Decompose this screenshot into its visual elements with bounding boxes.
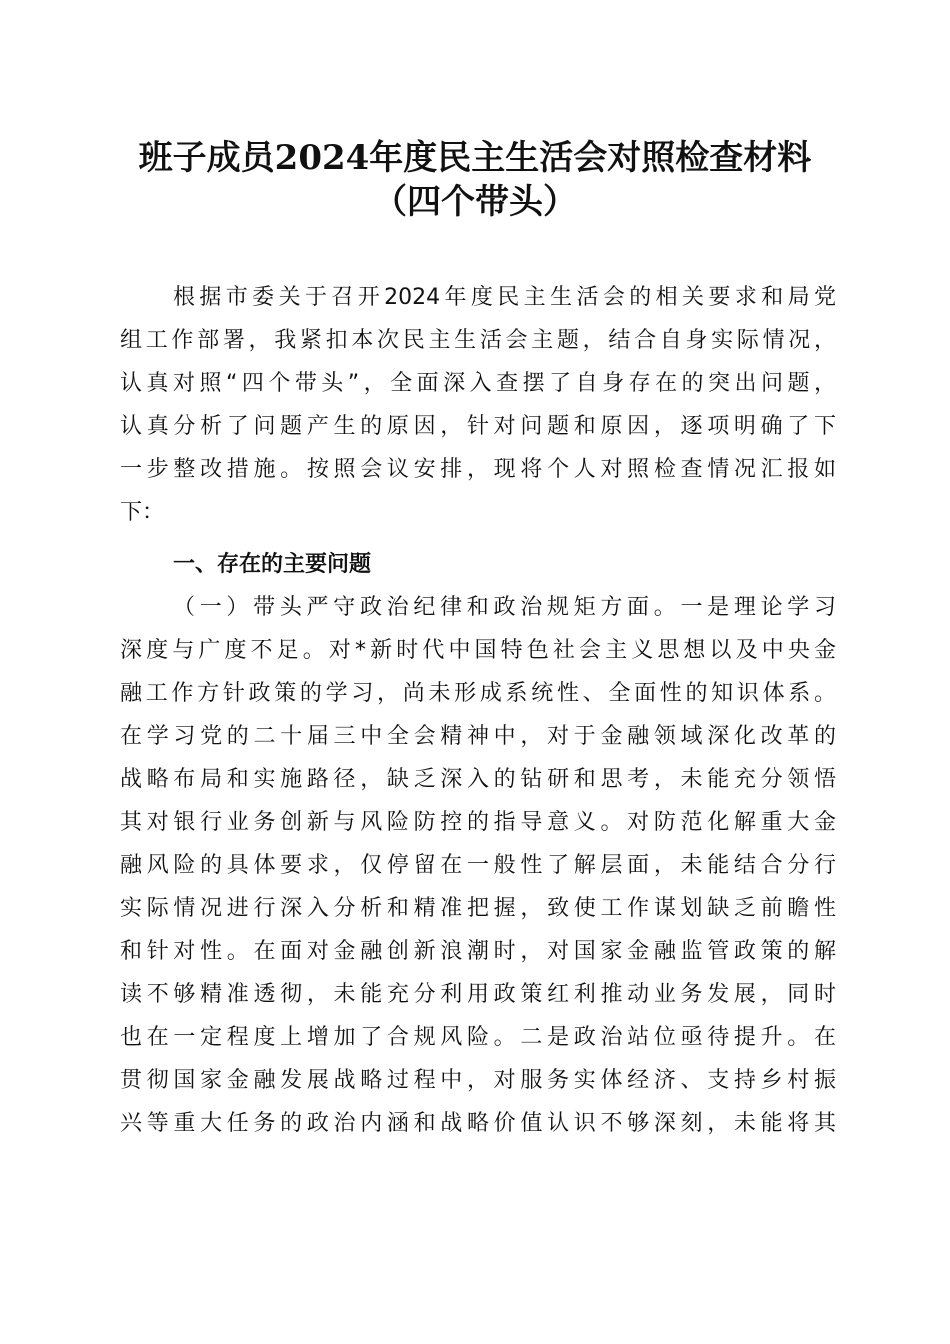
- paragraph-line: 认真对照“四个带头”，全面深入查摆了自身存在的突出问题，: [120, 371, 837, 396]
- paragraph-line: 深度与广度不足。对*新时代中国特色社会主义思想以及中央金: [120, 638, 836, 663]
- paragraph-line: 战略布局和实施路径，缺乏深入的钻研和思考，未能充分领悟: [120, 767, 836, 792]
- paragraph-line: 下：: [120, 500, 165, 525]
- paragraph-line: （一）带头严守政治纪律和政治规矩方面。一是理论学习: [173, 595, 836, 620]
- document-title: 班子成员2024年度民主生活会对照检查材料: [138, 138, 812, 178]
- paragraph-line: 贯彻国家金融发展战略过程中，对服务实体经济、支持乡村振: [120, 1068, 836, 1093]
- paragraph-line: 也在一定程度上增加了合规风险。二是政治站位亟待提升。在: [120, 1025, 836, 1050]
- paragraph-line: 兴等重大任务的政治内涵和战略价值认识不够深刻，未能将其: [120, 1111, 836, 1136]
- paragraph-line: 读不够精准透彻，未能充分利用政策红利推动业务发展，同时: [120, 982, 836, 1007]
- paragraph-line: 和针对性。在面对金融创新浪潮时，对国家金融监管政策的解: [120, 939, 836, 964]
- paragraph-line: 根据市委关于召开2024年度民主生活会的相关要求和局党: [173, 285, 836, 310]
- paragraph-line: 认真分析了问题产生的原因，针对问题和原因，逐项明确了下: [120, 414, 836, 439]
- paragraph-line: 一步整改措施。按照会议安排，现将个人对照检查情况汇报如: [120, 457, 836, 482]
- document-subtitle: （四个带头）: [373, 182, 577, 222]
- paragraph-line: 融工作方针政策的学习，尚未形成系统性、全面性的知识体系。: [120, 681, 836, 706]
- paragraph-line: 融风险的具体要求，仅停留在一般性了解层面，未能结合分行: [120, 853, 836, 878]
- paragraph-line: 在学习党的二十届三中全会精神中，对于金融领域深化改革的: [120, 724, 836, 749]
- paragraph-line: 组工作部署，我紧扣本次民主生活会主题，结合自身实际情况，: [120, 328, 836, 353]
- paragraph-line: 其对银行业务创新与风险防控的指导意义。对防范化解重大金: [120, 810, 836, 835]
- section-heading: 一、存在的主要问题: [173, 552, 372, 577]
- paragraph-line: 实际情况进行深入分析和精准把握，致使工作谋划缺乏前瞻性: [120, 896, 836, 921]
